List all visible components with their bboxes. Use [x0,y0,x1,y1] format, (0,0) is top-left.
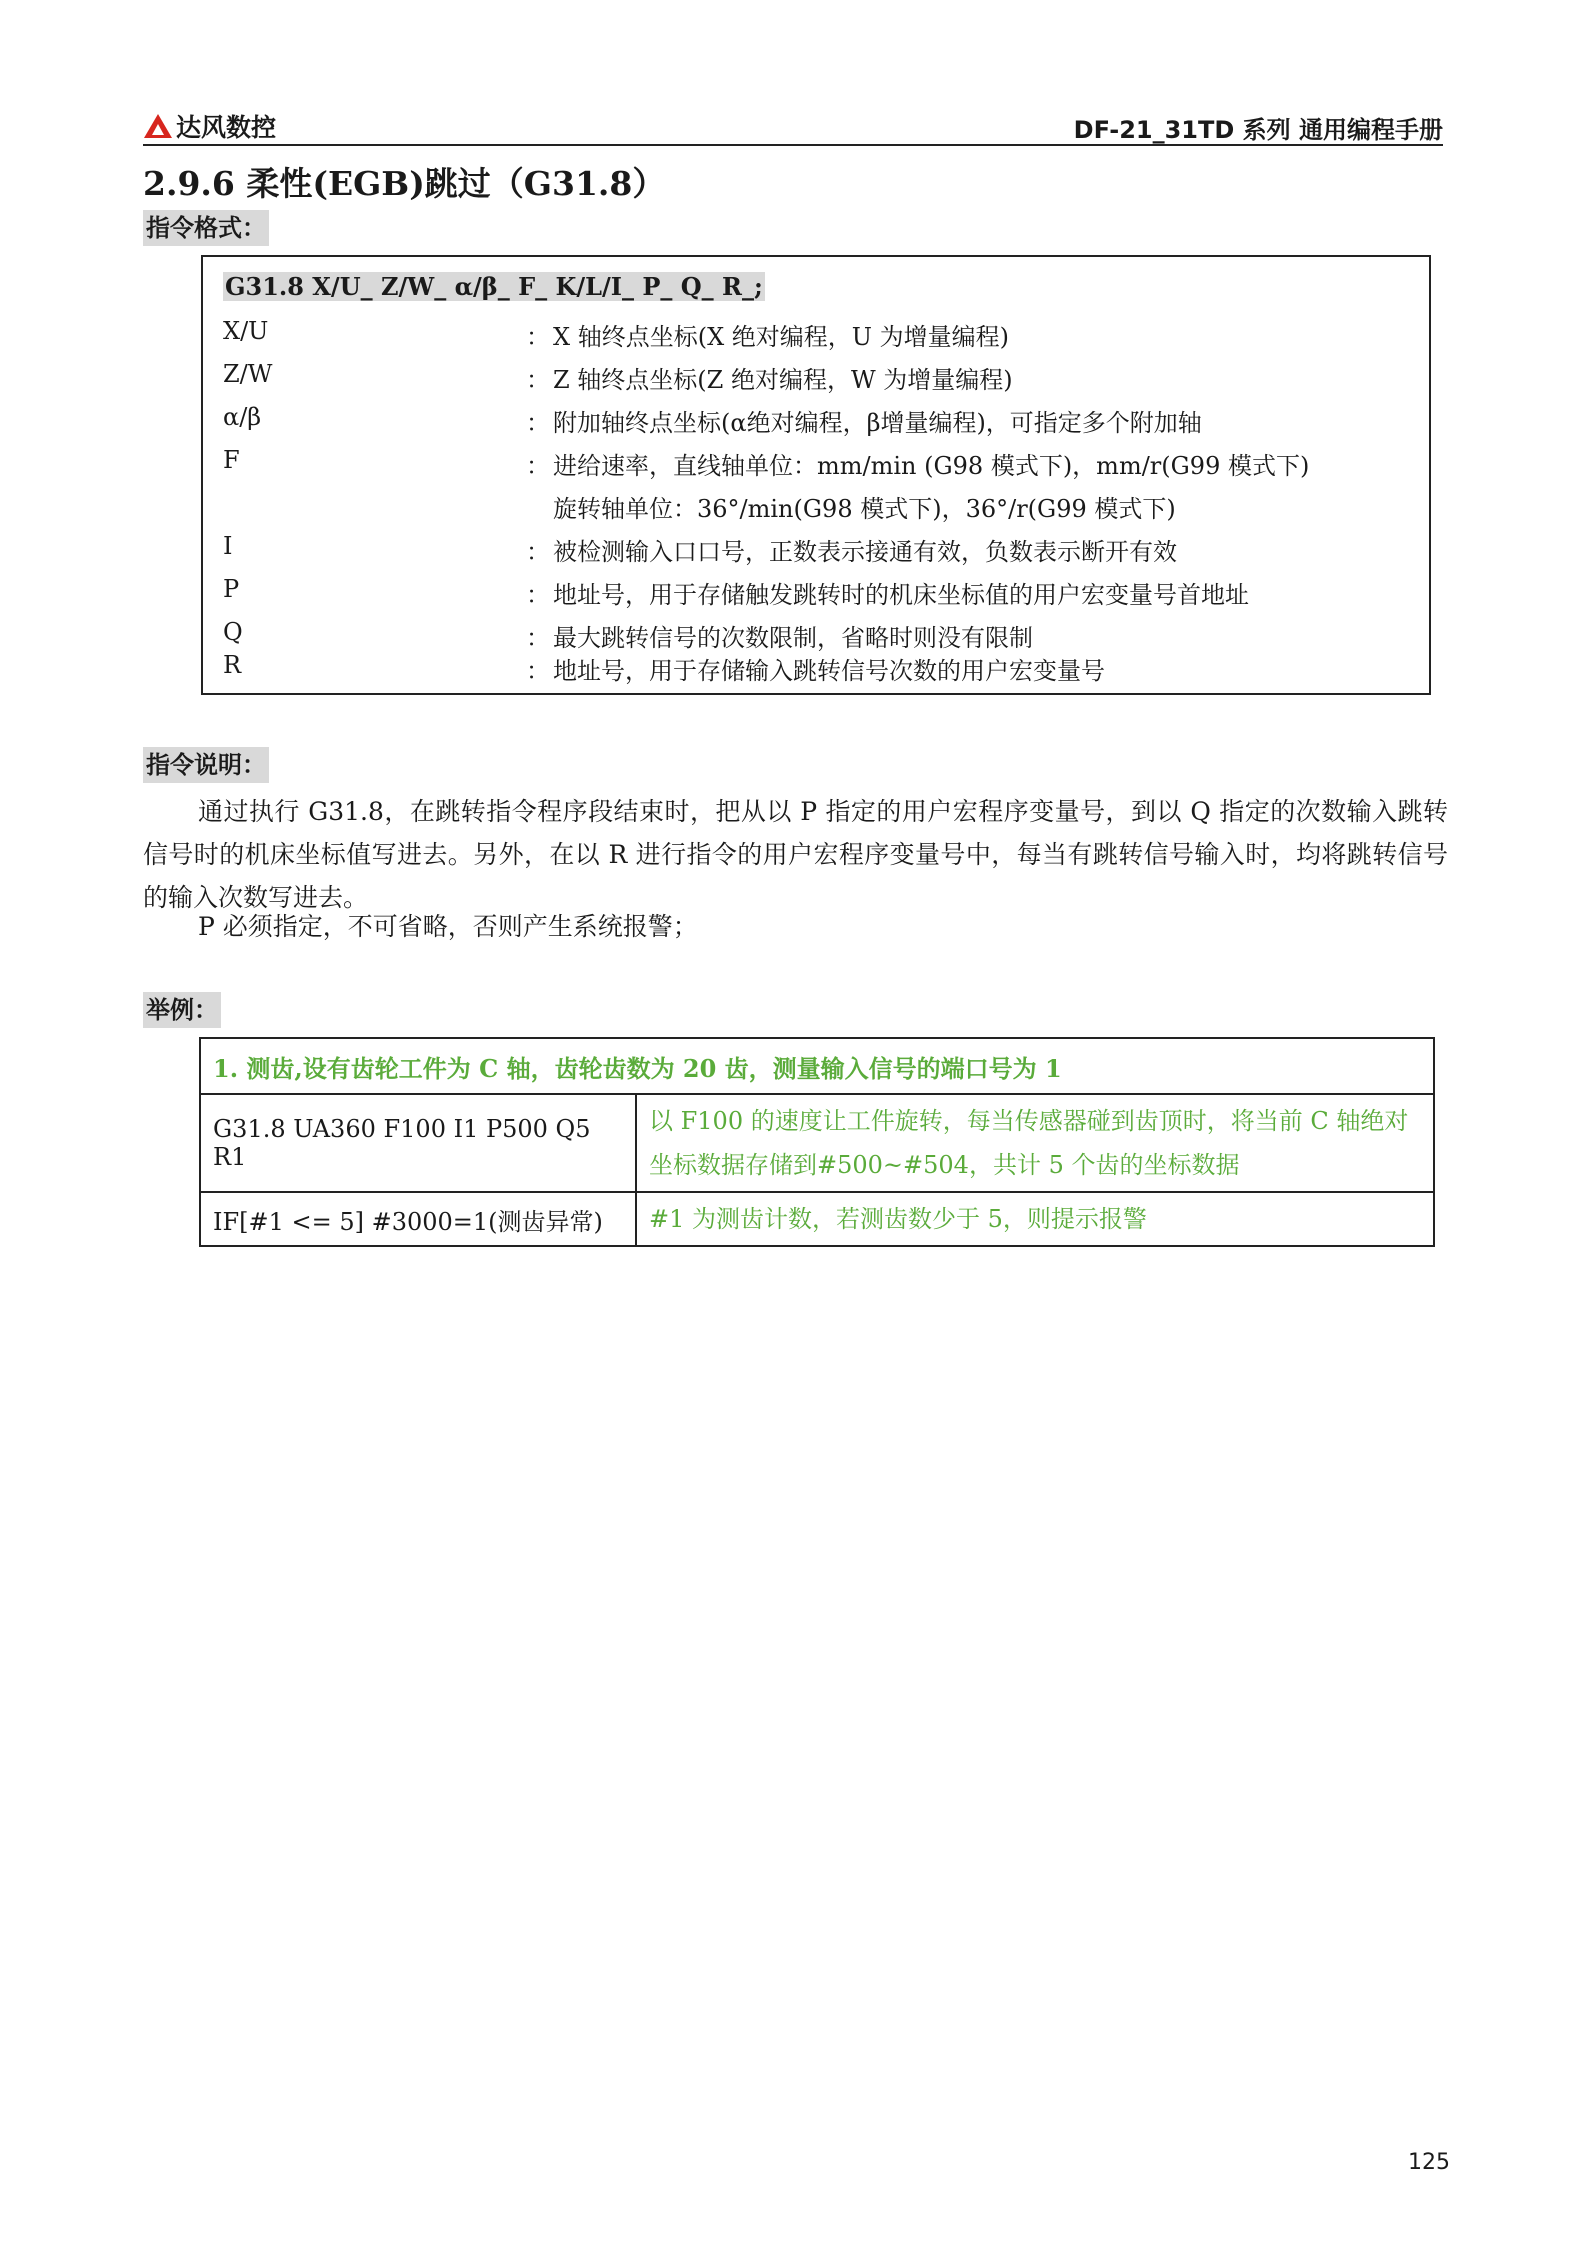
table-cell-comment: #1 为测齿计数，若测齿数少于 5，则提示报警 [636,1192,1434,1246]
param-colon: ： [526,366,550,394]
page-number: 125 [1408,2150,1450,2175]
format-box [201,255,1431,695]
table-row [200,1038,1434,1094]
param-desc: 旋转轴单位：36°/min(G98 模式下)，36°/r(G99 模式下) [553,495,1176,523]
format-label: 指令格式： [143,210,269,246]
param-name: P [223,575,240,603]
param-desc: 被检测输入口口号，正数表示接通有效，负数表示断开有效 [553,538,1177,566]
param-name: Z/W [223,360,273,388]
command-syntax: G31.8 X/U_ Z/W_ α/β_ F_ K/L/I_ P_ Q_ R_; [225,272,763,301]
explanation-paragraph: P 必须指定，不可省略，否则产生系统报警； [198,912,698,941]
param-row [223,651,1413,693]
param-colon: ： [526,409,550,437]
param-desc: 最大跳转信号的次数限制，省略时则没有限制 [553,624,1033,652]
param-desc: 地址号，用于存储触发跳转时的机床坐标值的用户宏变量号首地址 [553,581,1249,609]
param-colon: ： [526,624,550,652]
table-cell-comment: 以 F100 的速度让工件旋转，每当传感器碰到齿顶时，将当前 C 轴绝对坐标数据存储到#500~#504，共计 5 个齿的坐标数据 [636,1094,1434,1192]
example-table [199,1037,1435,1247]
example-title: 1. 测齿,设有齿轮工件为 C 轴，齿轮齿数为 20 齿，测量输入信号的端口号为 1 [200,1038,1434,1094]
brand [143,108,276,144]
table-cell-code: G31.8 UA360 F100 I1 P500 Q5 R1 [200,1094,636,1192]
table-row [200,1192,1434,1246]
page-header [143,106,1443,146]
table-row [200,1094,1434,1192]
param-row [223,489,1413,531]
param-desc: 附加轴终点坐标(α绝对编程，β增量编程)，可指定多个附加轴 [553,409,1202,437]
param-row [223,532,1413,574]
param-row [223,317,1413,359]
explanation-paragraph: 通过执行 G31.8，在跳转指令程序段结束时，把从以 P 指定的用户宏程序变量号，到以 Q 指定的次数输入跳转信号时的机床坐标值写进去。另外，在以 R 进行指令的用户宏程序变量号中，每当有跳转信号输入时，均将跳转信号的输入次数写进去。 [143,797,1448,912]
manual-title: DF-21_31TD 系列 通用编程手册 [1073,116,1443,144]
section-title: 2.9.6 柔性(EGB)跳过（G31.8） [143,164,666,203]
param-name: I [223,532,233,560]
param-name: Q [223,618,243,646]
explanation-label: 指令说明： [143,747,269,783]
param-row [223,360,1413,402]
param-desc: 进给速率，直线轴单位：mm/min (G98 模式下)，mm/r(G99 模式下) [553,452,1310,480]
param-name: X/U [223,317,269,345]
param-row [223,446,1413,488]
param-desc: Z 轴终点坐标(Z 绝对编程，W 为增量编程) [553,366,1013,394]
param-name: R [223,651,242,679]
param-colon: ： [526,657,550,685]
param-name: F [223,446,240,474]
red-triangle-logo-icon [143,112,173,140]
example-label: 举例： [143,992,221,1028]
brand-name: 达风数控 [176,113,277,142]
param-name: α/β [223,403,262,431]
param-colon: ： [526,452,550,480]
param-desc: 地址号，用于存储输入跳转信号次数的用户宏变量号 [553,657,1105,685]
param-colon: ： [526,538,550,566]
param-colon: ： [526,581,550,609]
table-cell-code: IF[#1 <= 5] #3000=1(测齿异常) [200,1192,636,1246]
param-row [223,575,1413,617]
param-colon: ： [526,323,550,351]
param-row [223,403,1413,445]
param-desc: X 轴终点坐标(X 绝对编程，U 为增量编程) [553,323,1010,351]
